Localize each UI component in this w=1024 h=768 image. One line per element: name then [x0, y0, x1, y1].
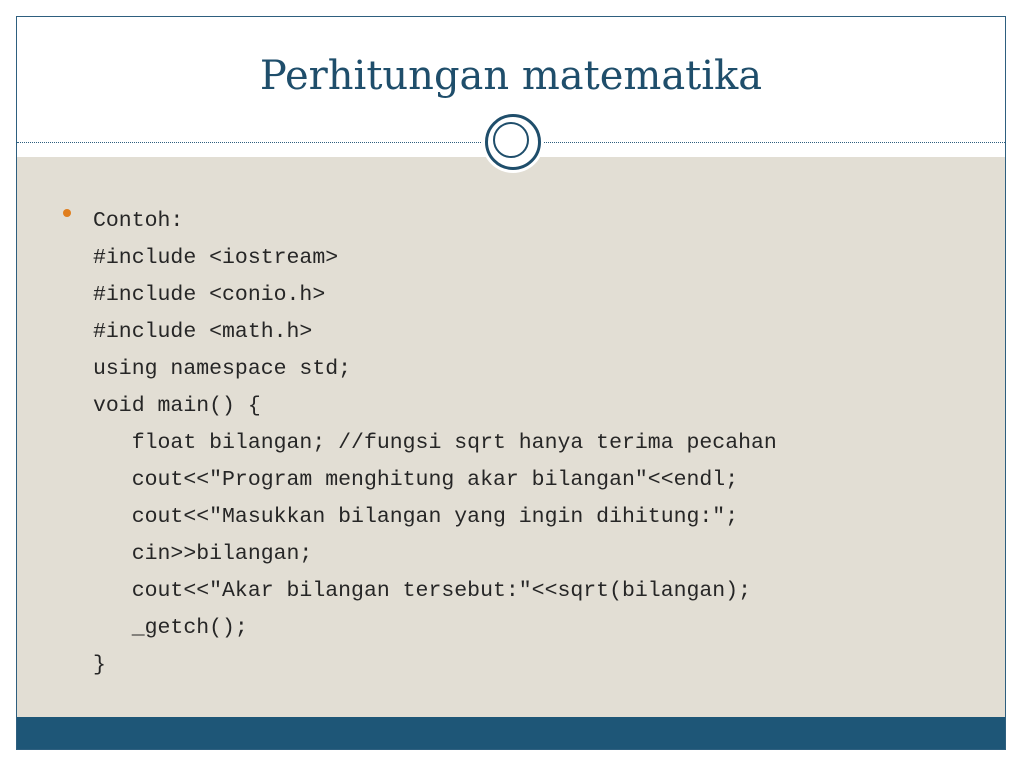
code-block	[93, 203, 777, 684]
code-line: cin>>bilangan;	[93, 542, 313, 566]
footer-bar	[17, 717, 1005, 750]
code-line: cout<<"Masukkan bilangan yang ingin dihitung:";	[93, 505, 739, 529]
code-line: float bilangan; //fungsi sqrt hanya terima pecahan	[93, 431, 777, 455]
divider-ornament-inner-ring	[493, 122, 529, 158]
slide-title: Perhitungan matematika	[259, 53, 763, 99]
code-line: #include <math.h>	[93, 320, 313, 344]
code-line: cout<<"Akar bilangan tersebut:"<<sqrt(bilangan);	[93, 579, 752, 603]
slide	[16, 16, 1006, 750]
code-line: cout<<"Program menghitung akar bilangan"<<endl;	[93, 468, 739, 492]
bullet-label: Contoh:	[93, 209, 184, 233]
code-line: }	[93, 653, 106, 677]
code-line: #include <conio.h>	[93, 283, 326, 307]
code-line: _getch();	[93, 616, 248, 640]
bullet-icon	[63, 209, 71, 217]
code-line: using namespace std;	[93, 357, 352, 381]
code-line: #include <iostream>	[93, 246, 339, 270]
code-line: void main() {	[93, 394, 261, 418]
